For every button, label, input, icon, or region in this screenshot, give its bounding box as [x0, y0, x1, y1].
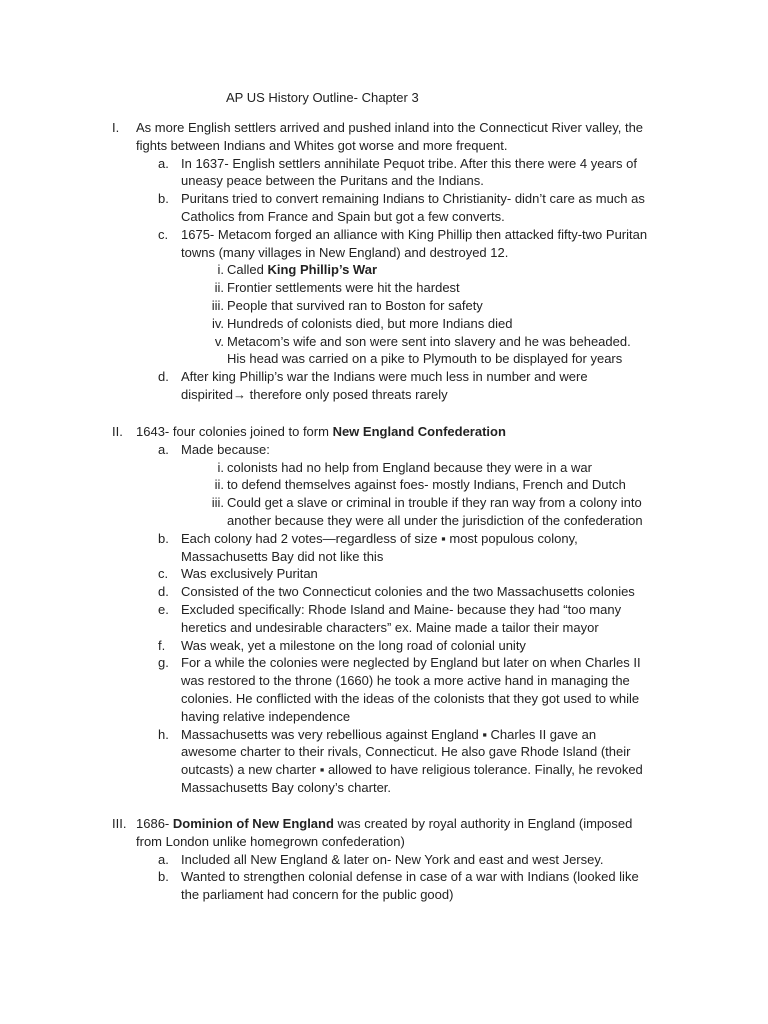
item-marker: h.: [158, 726, 169, 742]
section-heading-term: New England Confederation: [332, 424, 506, 439]
section-heading: [136, 815, 632, 832]
subitem-marker: v.: [214, 333, 224, 349]
section-text-line: from London unlike homegrown confederation): [136, 833, 405, 849]
item-marker: c.: [158, 226, 169, 242]
item-text-line: towns (many villages in New England) and destroyed 12.: [181, 244, 509, 260]
item-text-line: In 1637- English settlers annihilate Pequot tribe. After this there were 4 years of: [181, 155, 637, 171]
item-text-line: Consisted of the two Connecticut colonies and the two Massachusetts colonies: [181, 584, 635, 600]
page-title: AP US History Outline- Chapter 3: [226, 90, 419, 105]
section-heading-term: Dominion of New England: [172, 816, 334, 831]
item-marker: c.: [158, 566, 169, 582]
item-text-line: the parliament had concern for the public good): [181, 887, 454, 903]
item-marker: a.: [158, 441, 169, 457]
subitem-text-line: Could get a slave or criminal in trouble if they ran way from a colony into: [227, 495, 642, 511]
subitem-marker: ii.: [214, 477, 224, 493]
item-text-line: Excluded specifically: Rhode Island and Maine- because they had “too many: [181, 602, 622, 617]
section-heading-rest: was created by royal authority in England (imposed: [333, 816, 633, 831]
item-marker: b.: [158, 869, 169, 885]
item-text-line: dispirited→ therefore only posed threats rarely: [181, 387, 448, 402]
item-marker: g.: [158, 655, 169, 671]
item-text-line: Made because:: [181, 441, 270, 457]
item-text-line: 1675- Metacom forged an alliance with King Phillip then attacked fifty-two Puritan: [181, 226, 648, 242]
subitem-text-line: another because they were all under the jurisdiction of the confederation: [227, 513, 643, 528]
subitem-marker: iii.: [211, 298, 224, 313]
item-marker: b.: [158, 191, 169, 207]
section-marker: II.: [112, 424, 123, 439]
item-text-line: Massachusetts Bay colony’s charter.: [181, 780, 392, 795]
subitem-text-line: [227, 261, 377, 278]
item-marker: b.: [158, 530, 169, 546]
item-marker: d.: [158, 584, 169, 600]
subitem-marker: i.: [217, 262, 224, 278]
subitem-text: Called: [227, 262, 268, 278]
subitem-marker: ii.: [214, 280, 224, 296]
item-text-line: Massachusetts was very rebellious against England ▪ Charles II gave an: [181, 726, 597, 742]
section-heading-text: 1643- four colonies joined to form: [136, 424, 333, 439]
item-text-line: having relative independence: [181, 708, 351, 724]
item-text-line: Each colony had 2 votes—regardless of size ▪ most populous colony,: [181, 530, 578, 546]
item-text-line: Massachusetts Bay did not like this: [181, 548, 384, 564]
item-text-line: After king Phillip’s war the Indians were much less in number and were: [181, 369, 588, 385]
item-text-line: Included all New England & later on- New York and east and west Jersey.: [181, 851, 604, 867]
subitem-text-line: Frontier settlements were hit the hardest: [227, 280, 460, 296]
section-text-line: fights between Indians and Whites got worse and more frequent.: [136, 137, 508, 153]
item-text-line: For a while the colonies were neglected by England but later on when Charles II: [181, 655, 641, 671]
subitem-text-line: colonists had no help from England because they were in a war: [227, 459, 592, 475]
item-marker: a.: [158, 155, 169, 171]
item-text-line: colonies. He conflicted with the ideas of the colonists that they got used to while: [181, 691, 640, 706]
subitem-text-line: People that survived ran to Boston for safety: [227, 298, 483, 313]
item-text-line: Was weak, yet a milestone on the long road of colonial unity: [181, 637, 526, 653]
section-heading-text: 1686-: [136, 816, 173, 831]
subitem-text-line: His head was carried on a pike to Plymouth to be displayed for years: [227, 351, 623, 367]
item-text-line: was restored to the throne (1660) he took a more active hand in managing the: [181, 673, 630, 689]
item-marker: f.: [158, 637, 166, 653]
item-text-line: Wanted to strengthen colonial defense in case of a war with Indians (looked like: [181, 869, 639, 885]
subitem-text-line: Metacom’s wife and son were sent into slavery and he was beheaded.: [227, 333, 631, 349]
item-text-line: Puritans tried to convert remaining Indians to Christianity- didn’t care as much as: [181, 191, 645, 207]
section-heading: [136, 423, 506, 440]
item-text-line: outcasts) a new charter ▪ allowed to have religious tolerance. Finally, he revoked: [181, 762, 643, 778]
item-text-line: awesome charter to their rivals, Connecticut. He also gave Rhode Island (their: [181, 744, 631, 760]
item-marker: d.: [158, 369, 169, 385]
subitem-text-line: Hundreds of colonists died, but more Indians died: [227, 315, 513, 331]
item-marker: a.: [158, 851, 169, 867]
section-marker: I.: [112, 120, 120, 135]
subitem-marker: iv.: [211, 315, 224, 331]
item-text-line: Was exclusively Puritan: [181, 566, 318, 582]
item-marker: e.: [158, 602, 169, 617]
section-marker: III.: [112, 816, 127, 831]
item-text-line: Catholics from France and Spain but got a few converts.: [181, 209, 505, 224]
subitem-marker: iii.: [211, 495, 224, 511]
item-text-line: uneasy peace between the Puritans and the Indians.: [181, 173, 484, 189]
subitem-marker: i.: [217, 459, 224, 475]
subitem-text-line: to defend themselves against foes- mostly Indians, French and Dutch: [227, 477, 626, 493]
subitem-term: King Phillip’s War: [267, 262, 378, 278]
item-text-line: heretics and undesirable characters” ex. Maine made a tailor their mayor: [181, 619, 599, 635]
section-text-line: As more English settlers arrived and pushed inland into the Connecticut River valley, the: [136, 120, 644, 135]
